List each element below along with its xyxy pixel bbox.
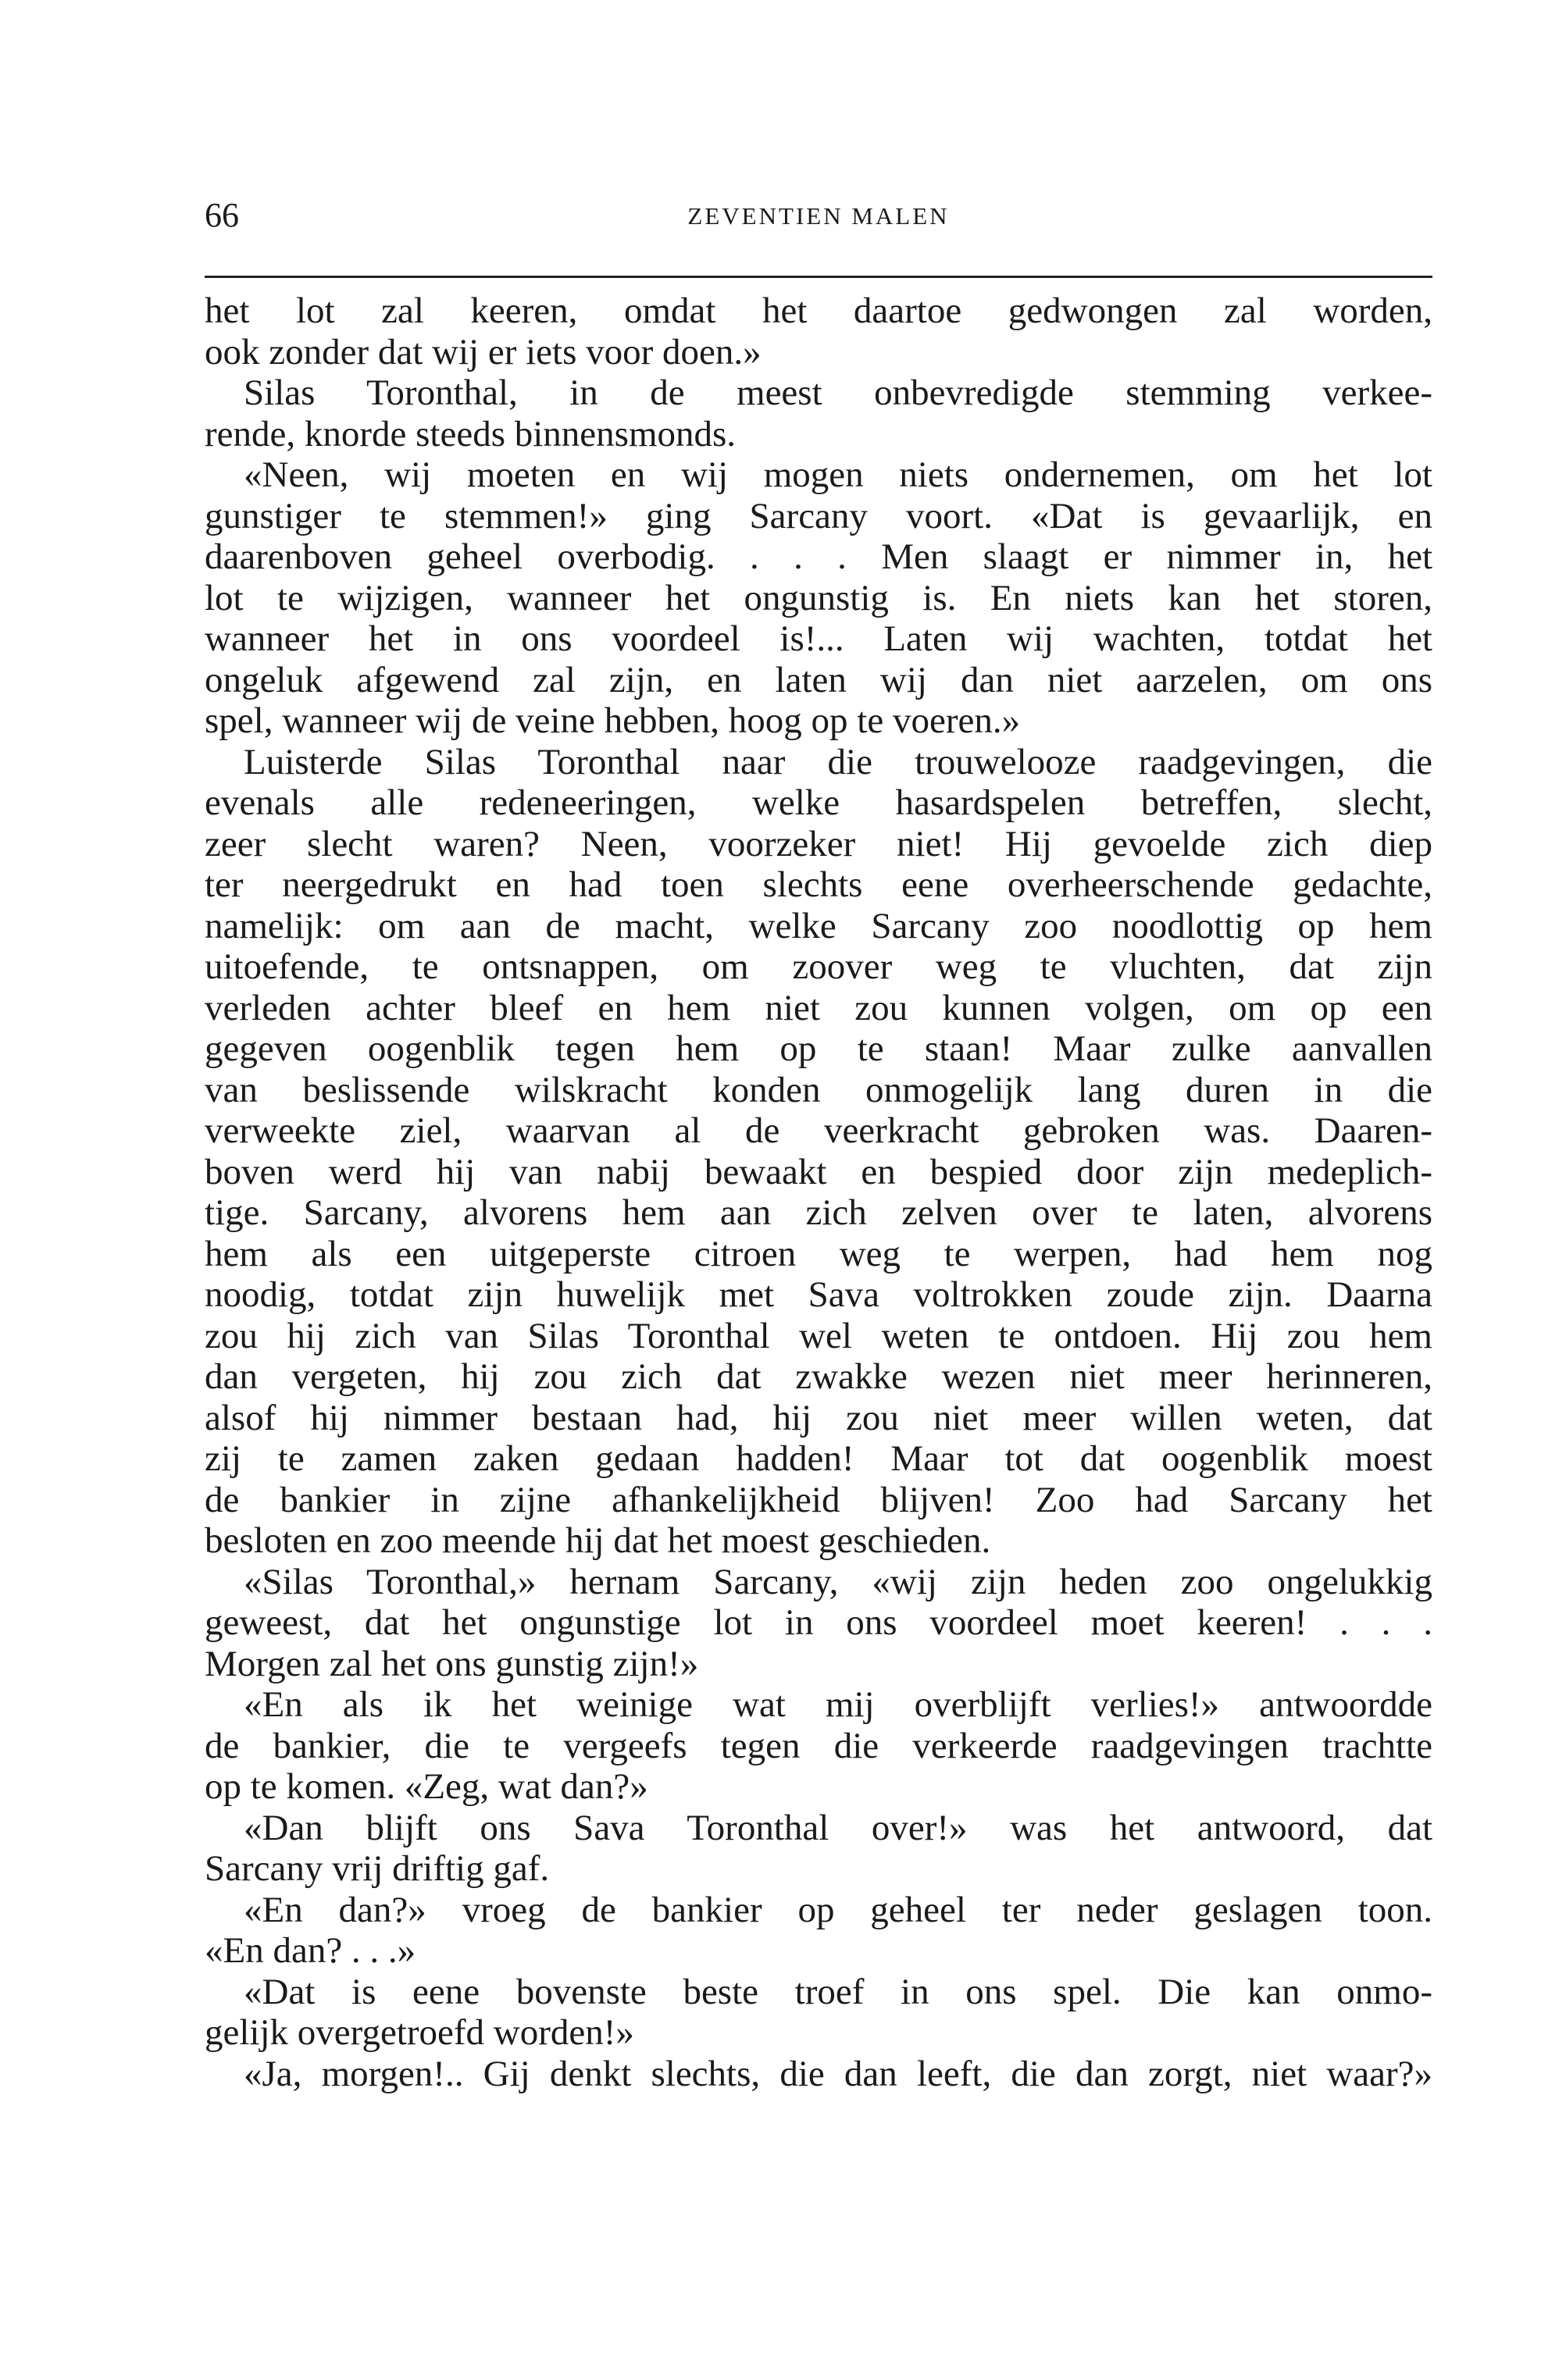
text-line: lot te wijzigen, wanneer het ongunstig is. En niets kan het storen,	[205, 577, 1432, 618]
text-line: «Silas Toronthal,» hernam Sarcany, «wij zijn heden zoo ongelukkig	[244, 1561, 1432, 1602]
text-line: zij te zamen zaken gedaan hadden! Maar tot dat oogenblik moest	[205, 1438, 1432, 1479]
text-line: alsof hij nimmer bestaan had, hij zou niet meer willen weten, dat	[205, 1397, 1432, 1438]
text-line: ook zonder dat wij er iets voor doen.»	[205, 331, 762, 372]
text-line: «En dan? . . .»	[205, 1930, 416, 1971]
text-line: dan vergeten, hij zou zich dat zwakke wezen niet meer herinneren,	[205, 1356, 1432, 1397]
text-line: gelijk overgetroefd worden!»	[205, 2012, 634, 2053]
text-line: namelijk: om aan de macht, welke Sarcany zoo noodlottig op hem	[205, 905, 1432, 946]
text-line: Luisterde Silas Toronthal naar die trouwelooze raadgevingen, die	[244, 741, 1432, 782]
text-line: geweest, dat het ongunstige lot in ons voordeel moet keeren! . . .	[205, 1602, 1432, 1643]
text-line: «En als ik het weinige wat mij overblijft verlies!» antwoordde	[244, 1684, 1432, 1725]
text-line: op te komen. «Zeg, wat dan?»	[205, 1766, 648, 1807]
text-line: wanneer het in ons voordeel is!... Laten wij wachten, totdat het	[205, 618, 1432, 659]
text-line: Silas Toronthal, in de meest onbevredigde stemming verkee-	[244, 372, 1432, 413]
text-line: ter neergedrukt en had toen slechts eene overheerschende gedachte,	[205, 864, 1432, 905]
text-line: gegeven oogenblik tegen hem op te staan! Maar zulke aanvallen	[205, 1028, 1432, 1069]
text-line: de bankier, die te vergeefs tegen die verkeerde raadgevingen trachtte	[205, 1725, 1432, 1766]
text-line: verweekte ziel, waarvan al de veerkracht gebroken was. Daaren-	[205, 1110, 1432, 1151]
text-line: van beslissende wilskracht konden onmogelijk lang duren in die	[205, 1069, 1432, 1110]
body-text	[205, 290, 1432, 2094]
text-line: Sarcany vrij driftig gaf.	[205, 1848, 550, 1889]
text-line: gunstiger te stemmen!» ging Sarcany voort. «Dat is gevaarlijk, en	[205, 495, 1432, 536]
text-line: verleden achter bleef en hem niet zou kunnen volgen, om op een	[205, 987, 1432, 1028]
text-line: «Neen, wij moeten en wij mogen niets ondernemen, om het lot	[244, 454, 1432, 495]
text-line: uitoefende, te ontsnappen, om zoover weg te vluchten, dat zijn	[205, 946, 1432, 987]
header-rule	[205, 276, 1432, 278]
text-line: «Dat is eene bovenste beste troef in ons spel. Die kan onmo-	[244, 1971, 1432, 2012]
text-line: daarenboven geheel overbodig. . . . Men slaagt er nimmer in, het	[205, 536, 1432, 577]
text-line: zou hij zich van Silas Toronthal wel weten te ontdoen. Hij zou hem	[205, 1315, 1432, 1356]
text-line: het lot zal keeren, omdat het daartoe gedwongen zal worden,	[205, 290, 1432, 331]
text-line: noodig, totdat zijn huwelijk met Sava voltrokken zoude zijn. Daarna	[205, 1274, 1432, 1315]
text-line: hem als een uitgeperste citroen weg te werpen, had hem nog	[205, 1233, 1432, 1274]
text-line: boven werd hij van nabij bewaakt en bespied door zijn medeplich-	[205, 1151, 1432, 1192]
text-line: zeer slecht waren? Neen, voorzeker niet! Hij gevoelde zich diep	[205, 823, 1432, 864]
running-title: ZEVENTIEN MALEN	[687, 202, 950, 230]
text-line: «Dan blijft ons Sava Toronthal over!» was het antwoord, dat	[244, 1807, 1432, 1848]
text-line: besloten en zoo meende hij dat het moest geschieden.	[205, 1520, 991, 1561]
text-line: ongeluk afgewend zal zijn, en laten wij dan niet aarzelen, om ons	[205, 659, 1432, 700]
text-line: Morgen zal het ons gunstig zijn!»	[205, 1643, 699, 1684]
text-line: spel, wanneer wij de veine hebben, hoog op te voeren.»	[205, 700, 1021, 741]
text-line: «En dan?» vroeg de bankier op geheel ter neder geslagen toon.	[244, 1889, 1432, 1930]
text-line: de bankier in zijne afhankelijkheid blijven! Zoo had Sarcany het	[205, 1479, 1432, 1520]
text-line: tige. Sarcany, alvorens hem aan zich zelven over te laten, alvorens	[205, 1192, 1432, 1233]
text-line: «Ja, morgen!.. Gij denkt slechts, die dan leeft, die dan zorgt, niet waar?»	[244, 2053, 1432, 2094]
text-line: evenals alle redeneeringen, welke hasardspelen betreffen, slecht,	[205, 782, 1432, 823]
page-header	[205, 192, 1432, 247]
page-number: 66	[205, 196, 239, 234]
text-line: rende, knorde steeds binnensmonds.	[205, 413, 737, 454]
